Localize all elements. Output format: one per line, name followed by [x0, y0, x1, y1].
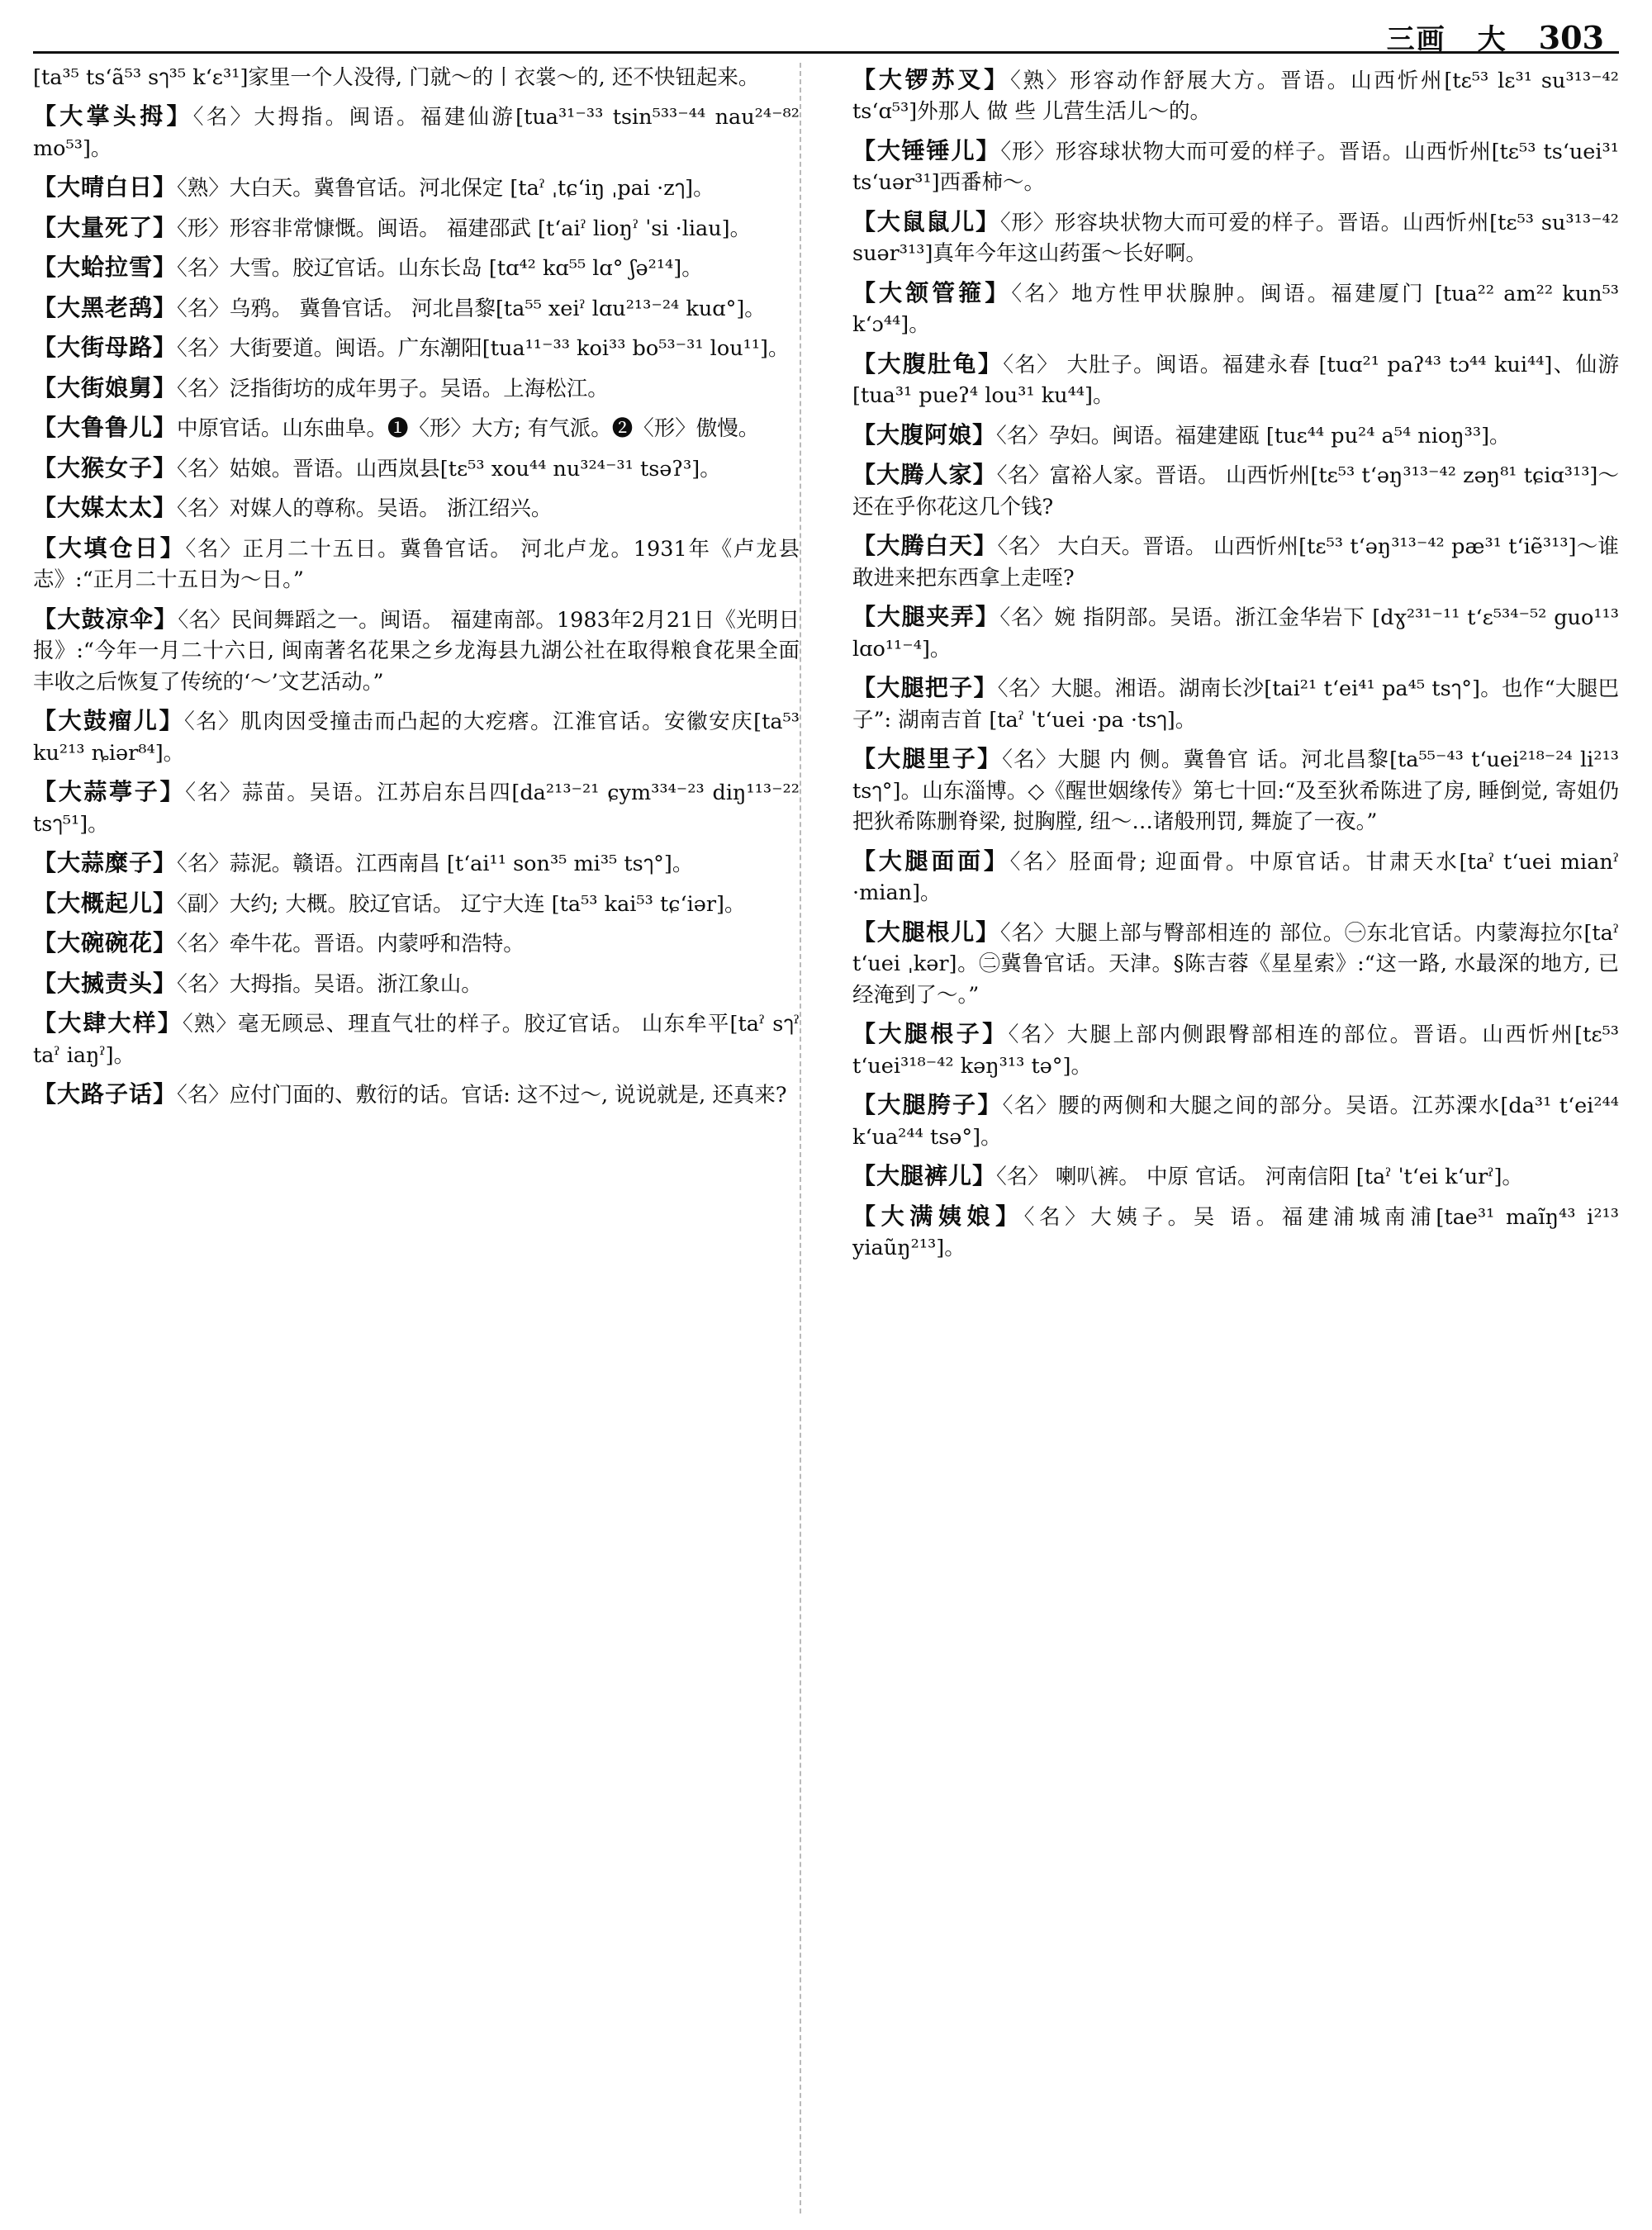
entry-body: 〈名〉腰的两侧和大腿之间的部分。吴语。江苏溧水[da³¹ t‘ei²⁴⁴ k‘ua²⁴⁴ tsə°]。	[852, 1094, 1619, 1150]
radical-label: 大	[1477, 23, 1507, 56]
entry-body: 〈名〉牵牛花。晋语。内蒙呼和浩特。	[177, 932, 525, 957]
entry-headword: 【大腾白天】	[852, 532, 998, 560]
columns	[33, 63, 1619, 2222]
entry-body: 〈名〉 大肚子。闽语。福建永春 [tuɑ²¹ paʔ⁴³ tɔ⁴⁴ kui⁴⁴]、仙游[tua³¹ pueʔ⁴ lou³¹ ku⁴⁴]。	[852, 352, 1619, 409]
entry-headword: 【大街母路】	[33, 334, 178, 362]
dictionary-entry	[852, 205, 1619, 270]
entry-body: 〈名〉大姨子。吴 语。福建浦城南浦[tae³¹ maĩŋ⁴³ i²¹³ yiaũŋ²¹³]。	[852, 1204, 1619, 1260]
dictionary-entry	[33, 410, 800, 444]
entry-headword: 【大蛤拉雪】	[33, 254, 178, 282]
dictionary-entry	[33, 250, 800, 284]
dictionary-entry	[33, 531, 800, 596]
entry-headword: 【大肆大样】	[33, 1009, 183, 1037]
entry-headword: 【大腿根子】	[852, 1020, 1009, 1048]
entry-headword: 【大碗碗花】	[33, 929, 178, 957]
dictionary-entry	[33, 371, 800, 405]
entry-body: 〈熟〉毫无顾忌、理直气壮的样子。胶辽官话。 山东牟平[taˀ sๅˀ taˀ iaŋˀ]。	[33, 1012, 800, 1068]
entry-body: 〈熟〉大白天。冀鲁官话。河北保定 [taˀ ˌtɕ‘iŋ ˌpai ·zๅ]。	[177, 176, 714, 202]
left-column	[33, 63, 819, 2222]
dictionary-entry	[852, 63, 1619, 128]
entry-headword: 【大腿夹弄】	[852, 603, 1000, 631]
dictionary-entry	[852, 458, 1619, 523]
dictionary-entry	[33, 1006, 800, 1071]
dictionary-entry	[852, 418, 1619, 452]
dictionary-entry	[852, 347, 1619, 412]
entry-body: 〈名〉肌肉因受撞击而凸起的大疙瘩。江淮官话。安徽安庆[ta⁵³ ku²¹³ ȵiər⁸⁴]。	[33, 709, 800, 766]
entry-body: 〈名〉民间舞蹈之一。闽语。 福建南部。1983年2月21日《光明日报》:“今年一月二十六日, 闽南著名花果之乡龙海县九湖公社在取得粮食花果全面丰收之后恢复了传统的‘～’文艺活动。”	[33, 607, 800, 695]
entry-headword: 【大锤锤儿】	[852, 136, 1001, 164]
entry-body: 〈名〉孕妇。闽语。福建建瓯 [tuɛ⁴⁴ pu²⁴ a⁵⁴ nioŋ³³]。	[996, 423, 1511, 448]
entry-body: 〈副〉大约; 大概。胶辽官话。 辽宁大连 [ta⁵³ kai⁵³ tɕ‘iər]。	[177, 891, 746, 917]
entry-headword: 【大腹阿娘】	[852, 420, 997, 448]
entry-body: 〈名〉正月二十五日。冀鲁官话。 河北卢龙。1931年《卢龙县志》:“正月二十五日为～日。”	[33, 536, 800, 593]
entry-body: 〈名〉 大白天。晋语。 山西忻州[tɛ⁵³ t‘əŋ³¹³⁻⁴² pæ³¹ t‘iẽ³¹³]～谁敢进来把东西拿上走咥?	[852, 534, 1619, 591]
continuation-text: [ta³⁵ ts‘ã⁵³ sๅ³⁵ k‘ε³¹]家里一个人没得, 门就～的丨衣裳～的, 还不快钮起来。	[33, 65, 760, 90]
dictionary-entry	[33, 1077, 800, 1111]
entry-headword: 【大腹肚龟】	[852, 349, 1004, 377]
entry-body: 〈名〉地方性甲状腺肿。闽语。福建厦门 [tua²² am²² kun⁵³ k‘ɔ⁴⁴]。	[852, 281, 1619, 338]
dictionary-entry	[33, 846, 800, 880]
entry-body: 〈名〉大腿 内 侧。冀鲁官 话。河北昌黎[ta⁵⁵⁻⁴³ t‘uei²¹⁸⁻²⁴ li²¹³ tsๅ°]。山东淄博。◇《醒世姻缘传》第七十回:“及至狄希陈进了房, 睡倒觉, 寄姐仍把狄希陈删脊梁, 挝胸膛, 纽～…诸般刑罚, 舞旋了一夜。”	[852, 747, 1619, 835]
dictionary-entry	[33, 451, 800, 485]
entry-body: 〈名〉富裕人家。晋语。 山西忻州[tɛ⁵³ t‘əŋ³¹³⁻⁴² zəŋ⁸¹ tɕiɑ³¹³]～还在乎你花这几个钱?	[852, 463, 1619, 520]
entry-body: 〈熟〉形容动作舒展大方。晋语。山西忻州[tɛ⁵³ lɛ³¹ su³¹³⁻⁴² ts‘ɑ⁵³]外那人 做 些 儿营生活儿～的。	[852, 69, 1619, 125]
dictionary-entry	[852, 742, 1619, 837]
entry-headword: 【大腿胯子】	[852, 1091, 1003, 1119]
dictionary-entry	[852, 1199, 1619, 1264]
entry-body: 〈名〉大腿上部与臀部相连的 部位。㊀东北官话。内蒙海拉尔[taˀ t‘uei ˌkər]。㊁冀鲁官话。天津。§陈吉蓉《星星索》:“这一路, 水最深的地方, 已经淹到了～。”	[852, 920, 1619, 1008]
entry-body: 〈名〉大拇指。闽语。福建仙游[tua³¹⁻³³ tsin⁵³³⁻⁴⁴ nau²⁴⁻⁸² mo⁵³]。	[33, 105, 800, 161]
dictionary-entry	[33, 170, 800, 204]
dictionary-entry	[852, 134, 1619, 199]
header-rule	[33, 51, 1619, 54]
dictionary-entry	[852, 844, 1619, 909]
entry-body: 〈形〉形容块状物大而可爱的样子。晋语。山西忻州[tɛ⁵³ su³¹³⁻⁴² suər³¹³]真年今年这山药蛋～长好啊。	[852, 210, 1619, 267]
dictionary-entry	[852, 671, 1619, 736]
entry-body: 〈名〉泛指街坊的成年男子。吴语。上海松江。	[177, 376, 609, 401]
entry-body: 〈名〉应付门面的、敷衍的话。官话: 这不过～, 说说就是, 还真来?	[177, 1083, 787, 1108]
entry-headword: 【大腿面面】	[852, 847, 1010, 875]
dictionary-entry	[33, 886, 800, 920]
entry-body: 〈名〉婉 指阴部。吴语。浙江金华岩下 [dɣ²³¹⁻¹¹ t‘ɛ⁵³⁴⁻⁵² guo¹¹³ lɑo¹¹⁻⁴]。	[852, 605, 1619, 662]
dictionary-entry	[33, 330, 800, 364]
entry-headword: 【大概起儿】	[33, 889, 178, 917]
entry-headword: 【大填仓日】	[33, 534, 186, 562]
page-number: 303	[1538, 19, 1604, 56]
entry-headword: 【大腿把子】	[852, 674, 998, 702]
dictionary-entry	[33, 211, 800, 244]
entry-headword: 【大锣苏叉】	[852, 66, 1010, 93]
right-column	[819, 63, 1619, 2222]
entry-headword: 【大腿里子】	[852, 745, 1003, 773]
entry-headword: 【大黑老鸹】	[33, 293, 178, 321]
entry-body: 〈形〉形容非常慷慨。闽语。 福建邵武 [t‘aiˀ lioŋˀ ˈsi ·liau]。	[177, 216, 752, 241]
entry-body: 〈名〉大街要道。闽语。广东潮阳[tua¹¹⁻³³ koi³³ bo⁵³⁻³¹ lou¹¹]。	[177, 336, 790, 362]
dictionary-entry	[852, 529, 1619, 594]
entry-headword: 【大蒜糜子】	[33, 849, 178, 877]
dictionary-entry	[852, 600, 1619, 665]
page-header	[33, 15, 1619, 66]
dictionary-entry	[852, 915, 1619, 1011]
entry-body: 〈名〉胫面骨; 迎面骨。中原官话。甘肃天水[taˀ t‘uei mianˀ ·mian]。	[852, 849, 1619, 906]
entry-headword: 【大晴白日】	[33, 173, 178, 202]
entry-body: 〈名〉乌鸦。 冀鲁官话。 河北昌黎[ta⁵⁵ xeiˀ lɑu²¹³⁻²⁴ kuɑ°]。	[177, 296, 766, 321]
entry-headword: 【大颔管箍】	[852, 278, 1012, 306]
entry-headword: 【大路子话】	[33, 1080, 178, 1108]
entry-headword: 【大腾人家】	[852, 461, 997, 489]
dictionary-entry	[33, 491, 800, 524]
dictionary-entry	[33, 291, 800, 325]
dictionary-entry	[852, 1017, 1619, 1082]
dictionary-entry	[33, 966, 800, 1000]
dictionary-entry	[852, 1159, 1619, 1193]
entry-headword: 【大腿根儿】	[852, 918, 1000, 946]
entry-headword: 【大腿裤儿】	[852, 1162, 997, 1190]
entry-body: 〈名〉大拇指。吴语。浙江象山。	[177, 971, 482, 997]
entry-headword: 【大猴女子】	[33, 453, 178, 482]
entry-body: 〈名〉大腿。湘语。湖南长沙[tai²¹ t‘ei⁴¹ pa⁴⁵ tsๅ°]。也作“大腿巴子”: 湖南吉首 [taˀ ˈt‘uei ·pa ·tsๅ]。	[852, 676, 1619, 733]
entry-headword: 【大街娘舅】	[33, 373, 178, 401]
entry-headword: 【大满姨娘】	[852, 1202, 1024, 1230]
entry-headword: 【大量死了】	[33, 213, 178, 241]
entry-body: 中原官话。山东曲阜。❶〈形〉大方; 有气派。❷〈形〉傲慢。	[177, 416, 760, 442]
entry-headword: 【大媒太太】	[33, 494, 178, 522]
dictionary-entry	[33, 602, 800, 698]
entry-headword: 【大鼓凉伞】	[33, 605, 178, 633]
entry-body: 〈名〉大雪。胶辽官话。山东长岛 [tɑ⁴² kɑ⁵⁵ lɑ° ʃə²¹⁴]。	[177, 256, 703, 282]
entry-body: 〈名〉蒜苗。吴语。江苏启东吕四[da²¹³⁻²¹ ɕym³³⁴⁻²³ diŋ¹¹³⁻²² tsๅ⁵¹]。	[33, 780, 800, 837]
entry-body: 〈名〉 喇叭裤。 中原 官话。 河南信阳 [taˀ ˈt‘ei k‘urˀ]。	[996, 1165, 1523, 1190]
entry-body: 〈名〉姑娘。晋语。山西岚县[tɛ⁵³ xou⁴⁴ nu³²⁴⁻³¹ tsəʔ³]。	[177, 456, 721, 482]
entry-headword: 【大鼠鼠儿】	[852, 207, 1000, 235]
entry-headword: 【大鲁鲁儿】	[33, 414, 178, 442]
dictionary-entry	[33, 99, 800, 164]
entry-headword: 【大掌头拇】	[33, 102, 193, 130]
entry-headword: 【大搣责头】	[33, 969, 178, 997]
entry-headword: 【大蒜葶子】	[33, 778, 186, 806]
stroke-section-label: 三画	[1386, 23, 1446, 56]
entry-headword: 【大鼓瘤儿】	[33, 707, 184, 735]
entry-body: 〈名〉大腿上部内侧跟臀部相连的部位。晋语。山西忻州[tɛ⁵³ t‘uei³¹⁸⁻⁴² kəŋ³¹³ tə°]。	[852, 1022, 1619, 1079]
dictionary-entry	[33, 926, 800, 960]
dictionary-entry	[852, 1088, 1619, 1153]
entry-body: 〈名〉对媒人的尊称。吴语。 浙江绍兴。	[177, 496, 553, 522]
entry-body: 〈名〉蒜泥。赣语。江西南昌 [t‘ai¹¹ son³⁵ mi³⁵ tsๅ°]。	[177, 852, 694, 877]
dictionary-entry	[33, 775, 800, 840]
entry-body: 〈形〉形容球状物大而可爱的样子。晋语。山西忻州[tɛ⁵³ ts‘uei³¹ ts‘uər³¹]西番柿～。	[852, 139, 1619, 196]
dictionary-entry	[33, 704, 800, 769]
dictionary-entry	[852, 276, 1619, 341]
